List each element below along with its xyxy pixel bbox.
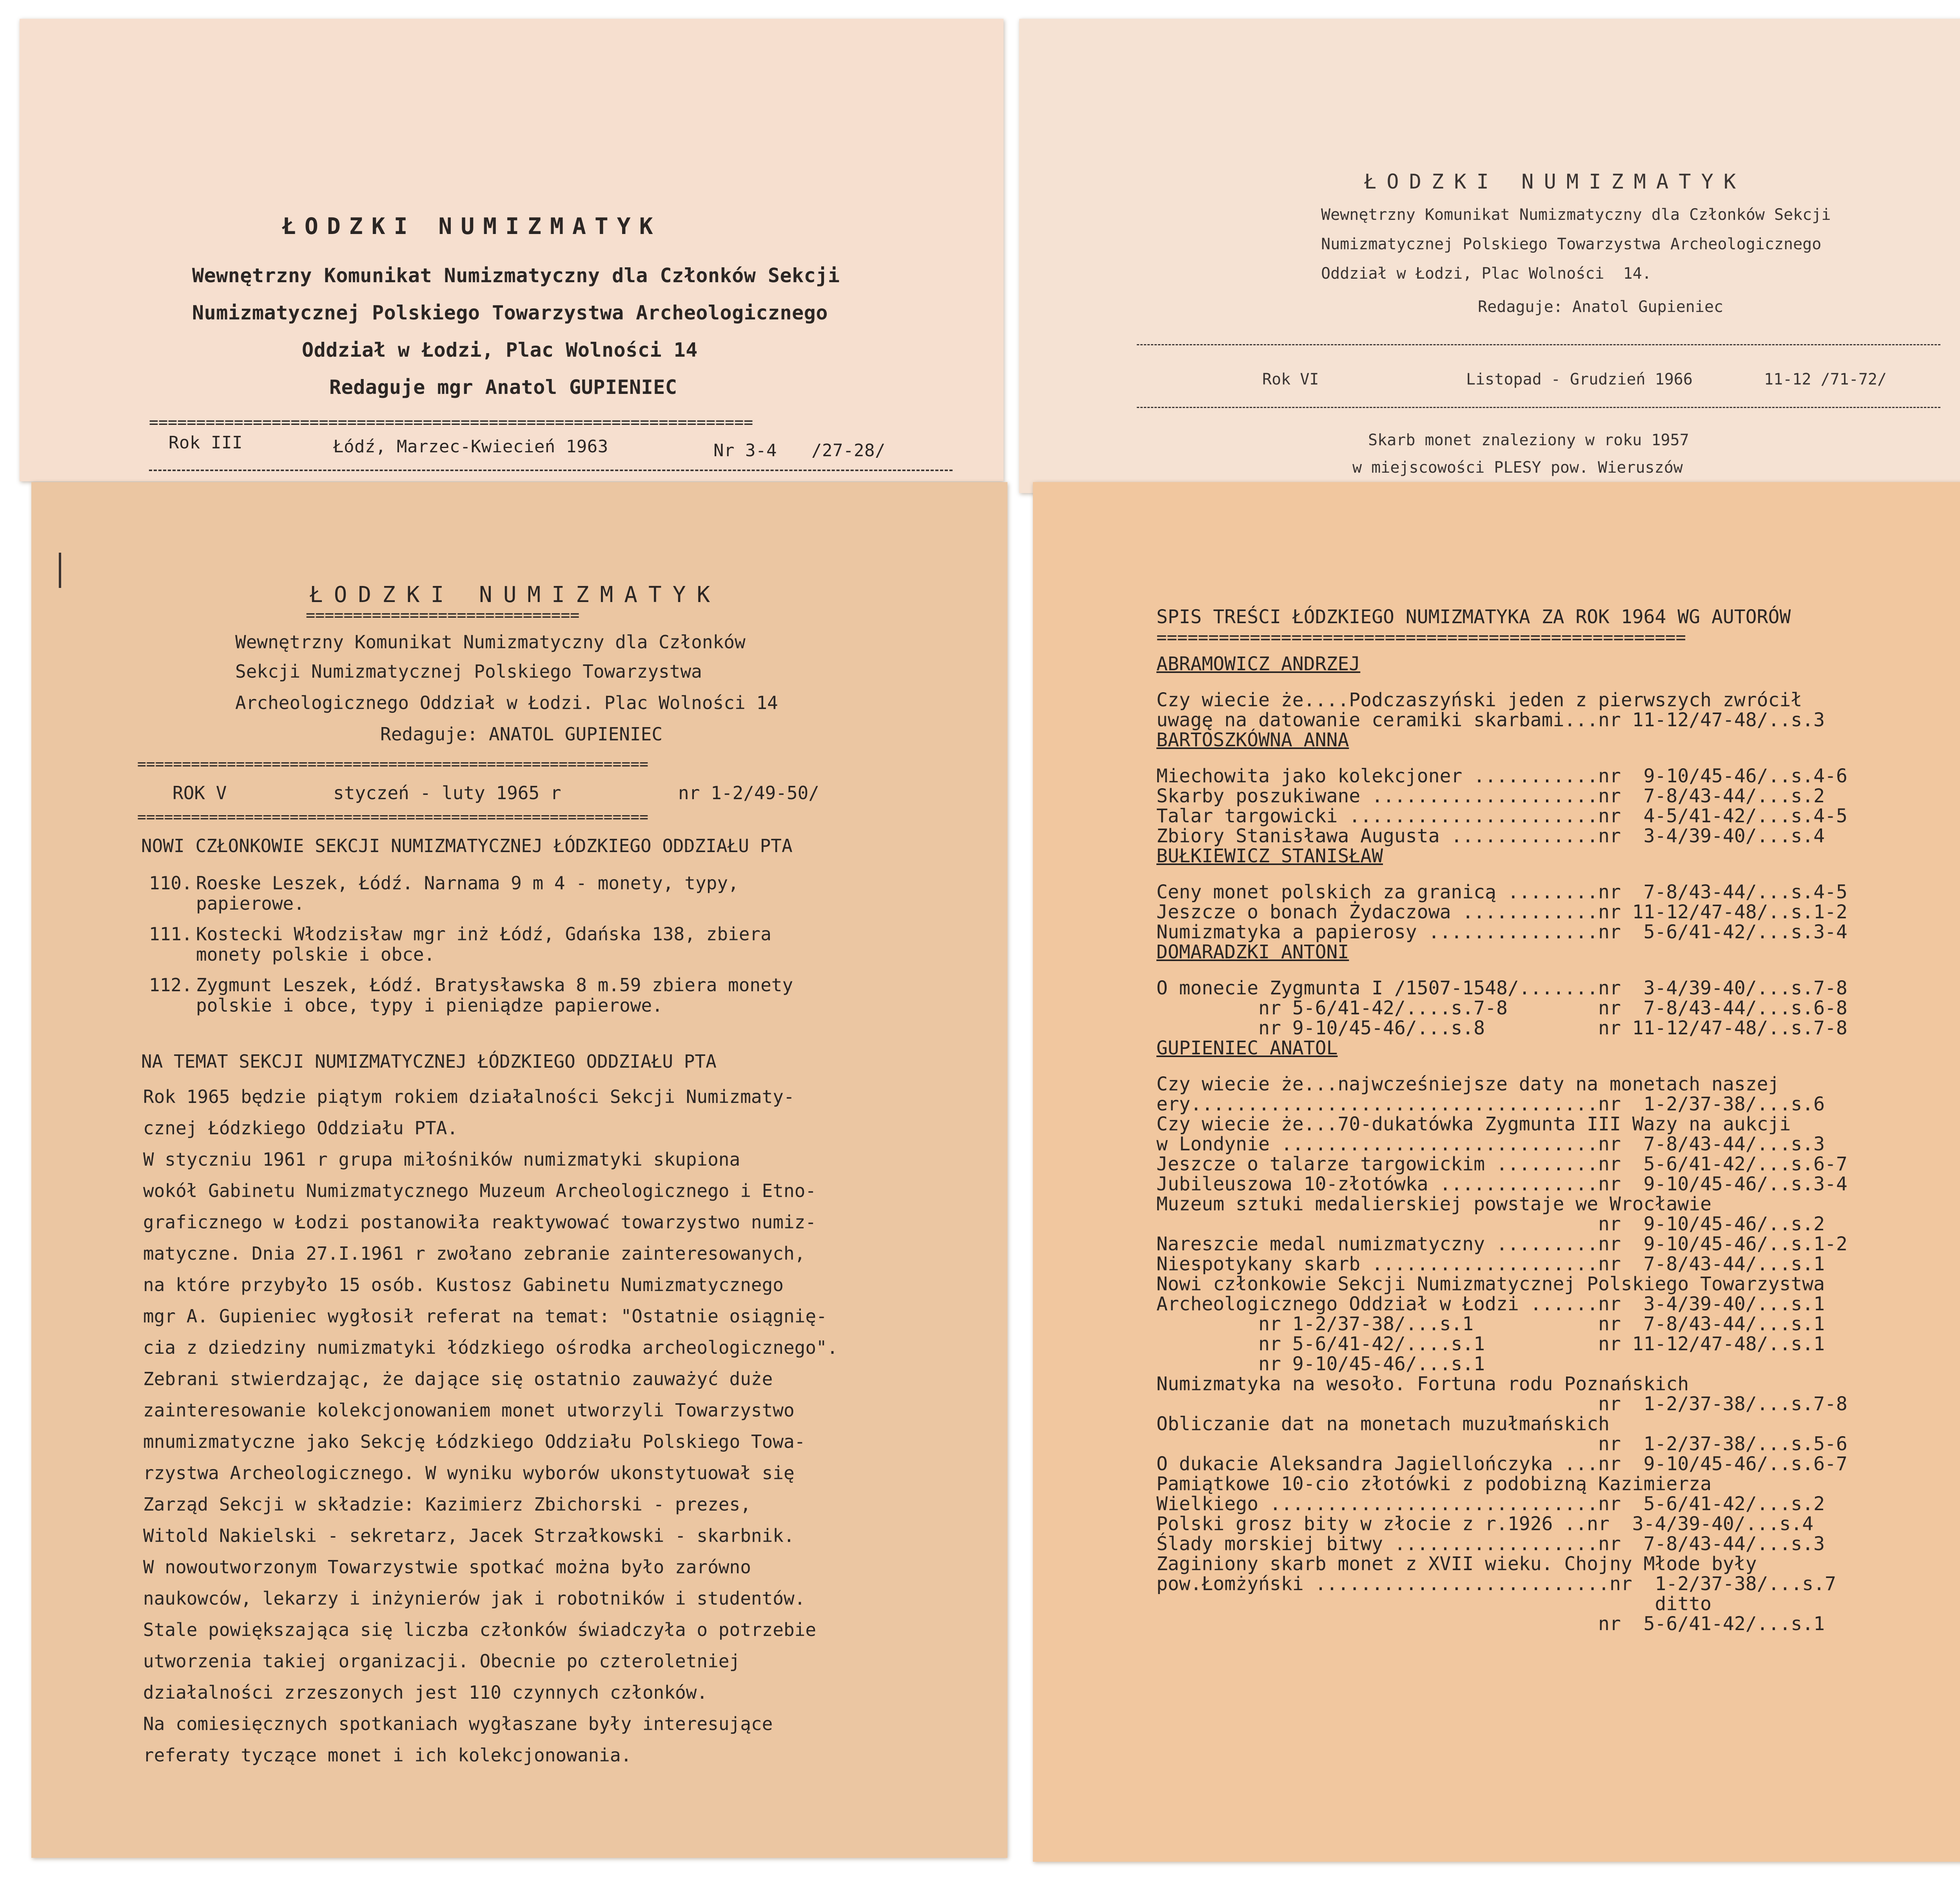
member-number: 111. [149,923,192,945]
body-line: Stale powiększająca się liczba członków świadczyła o potrzebie [143,1619,817,1640]
contents-entry: Ślady morskiej bitwy ..................nr 7-8/43-44/...s.3 [1156,1533,1825,1555]
contents-entry: uwagę na datowanie ceramiki skarbami...nr 11-12/47-48/..s.3 [1156,709,1825,731]
page-2-dashed-rule-bottom [1137,407,1940,408]
contents-entry: Zaginiony skarb monet z XVII wieku. Chojny Młode były [1156,1553,1757,1575]
page-1-date: Łódź, Marzec-Kwiecień 1963 [333,437,608,457]
contents-entry: nr 5-6/41-42/...s.1 [1156,1613,1825,1635]
page-2-year: Rok VI [1262,370,1319,388]
contents-entry: nr 5-6/41-42/....s.1 nr 11-12/47-48/..s.1 [1156,1333,1825,1355]
body-line: Zarząd Sekcji w składzie: Kazimierz Zbichorski - prezes, [143,1494,751,1515]
contents-entry: Czy wiecie że...najwcześniejsze daty na monetach naszej [1156,1073,1780,1095]
contents-entry: w Londynie ............................nr 7-8/43-44/...s.3 [1156,1133,1825,1155]
page-3-year: ROK V [172,782,227,803]
contents-entry: nr 9-10/45-46/...s.1 [1156,1353,1485,1375]
contents-entry: Muzeum sztuki medalierskiej powstaje we Wrocławie [1156,1193,1712,1215]
page-4-sheet [1033,482,1960,1862]
contents-entry: Niespotykany skarb ....................nr 7-8/43-44/...s.1 [1156,1253,1825,1275]
page-1-issue: /27-28/ [811,441,886,461]
page-1-header-line-3: Oddział w Łodzi, Plac Wolności 14 [302,339,698,361]
page-1-rule: ================================================================ [149,414,753,432]
contents-entry: Jeszcze o talarze targowickim .........nr 5-6/41-42/...s.6-7 [1156,1153,1847,1175]
author-heading: BARTOSZKÓWNA ANNA [1156,729,1349,751]
body-line: referaty tyczące monet i ich kolekcjonowania. [143,1745,632,1766]
body-line: rzystwa Archeologicznego. W wyniku wyborów ukonstytuował się [143,1462,795,1484]
author-heading: ABRAMOWICZ ANDRZEJ [1156,653,1361,675]
contents-entry: Skarby poszukiwane ....................nr 7-8/43-44/...s.2 [1156,785,1825,807]
page-2-article-title-1: Skarb monet znaleziony w roku 1957 [1368,431,1689,449]
member-number: 112. [149,974,192,996]
author-heading: DOMARADZKI ANTONI [1156,941,1349,963]
member-line-2: papierowe. [196,893,305,914]
page-2-title: ŁODZKI NUMIZMATYK [1364,170,1746,194]
body-line: W nowoutworzonym Towarzystwie spotkać można było zarówno [143,1556,751,1578]
page-1-header-line-1: Wewnętrzny Komunikat Numizmatyczny dla Członków Sekcji [192,264,840,287]
member-line-2: polskie i obce, typy i pieniądze papierowe. [196,995,663,1016]
member-number: 110. [149,872,192,894]
page-2-article-title-2: w miejscowości PLESY pow. Wieruszów [1352,459,1683,477]
contents-entry: pow.Łomżyński ..........................nr 1-2/37-38/...s.7 [1156,1573,1836,1595]
page-3-sheet [31,482,1007,1858]
page-3-date: styczeń - luty 1965 r [333,782,561,803]
member-line-1: Zygmunt Leszek, Łódź. Bratysławska 8 m.59 zbiera monety [196,974,793,996]
page-1-header-line-2: Numizmatycznej Polskiego Towarzystwa Archeologicznego [192,301,828,324]
body-line: wokół Gabinetu Numizmatycznego Muzeum Archeologicznego i Etno- [143,1180,817,1201]
page-3-section-heading: NA TEMAT SEKCJI NUMIZMATYCZNEJ ŁÓDZKIEGO ODDZIAŁU PTA [141,1051,717,1072]
body-line: Witold Nakielski - sekretarz, Jacek Strzałkowski - skarbnik. [143,1525,795,1546]
page-4-title: SPIS TREŚCI ŁÓDZKIEGO NUMIZMATYKA ZA ROK 1964 WG AUTORÓW [1156,606,1791,628]
page-1-number: Nr 3-4 [713,441,777,461]
page-3-ink-mark [59,553,61,588]
page-2-editor: Redaguje: Anatol Gupieniec [1478,298,1724,316]
page-2-header-line-2: Numizmatycznej Polskiego Towarzystwa Archeologicznego [1321,235,1822,253]
body-line: mgr A. Gupieniec wygłosił referat na temat: "Ostatnie osiągnię- [143,1306,827,1327]
page-3-title: ŁODZKI NUMIZMATYK [310,582,721,608]
contents-entry: O monecie Zygmunta I /1507-1548/.......nr 3-4/39-40/...s.7-8 [1156,977,1847,999]
body-line: na które przybyło 15 osób. Kustosz Gabinetu Numizmatycznego [143,1274,784,1295]
page-3-title-rule: ============================= [306,606,580,624]
contents-entry: Numizmatyka na wesoło. Fortuna rodu Poznańskich [1156,1373,1689,1395]
contents-entry: ery....................................nr 1-2/37-38/...s.6 [1156,1093,1825,1115]
page-2-header-line-1: Wewnętrzny Komunikat Numizmatyczny dla Członków Sekcji [1321,206,1831,224]
page-3-header-line-1: Wewnętrzny Komunikat Numizmatyczny dla Członków [235,631,746,653]
page-3-editor: Redaguje: ANATOL GUPIENIEC [380,724,663,745]
contents-entry: Czy wiecie że....Podczaszyński jeden z pierwszych zwrócił [1156,689,1802,711]
body-line: Rok 1965 będzie piątym rokiem działalności Sekcji Numizmaty- [143,1086,795,1107]
body-line: graficznego w Łodzi postanowiła reaktywować towarzystwo numiz- [143,1212,817,1233]
contents-entry: Wielkiego .............................nr 5-6/41-42/...s.2 [1156,1493,1825,1515]
page-3-issue: nr 1-2/49-50/ [678,782,820,803]
body-line: cznej Łódzkiego Oddziału PTA. [143,1117,458,1139]
member-line-1: Kostecki Włodzisław mgr inż Łódź, Gdańska 138, zbiera [196,923,771,945]
member-line-2: monety polskie i obce. [196,944,435,965]
page-2-sheet [1019,19,1960,493]
contents-entry: Czy wiecie że...70-dukatówka Zygmunta III Wazy na aukcji [1156,1113,1791,1135]
body-line: W styczniu 1961 r grupa miłośników numizmatyki skupiona [143,1149,740,1170]
page-1-year: Rok III [169,433,243,453]
contents-entry: Jubileuszowa 10-złotówka ..............nr 9-10/45-46/..s.3-4 [1156,1173,1847,1195]
contents-entry: Jeszcze o bonach Żydaczowa ............nr 11-12/47-48/..s.1-2 [1156,901,1847,923]
contents-entry: Obliczanie dat na monetach muzułmańskich [1156,1413,1610,1435]
contents-entry: Pamiątkowe 10-cio złotówki z podobizną Kazimierza [1156,1473,1712,1495]
page-2-header-line-3: Oddział w Łodzi, Plac Wolności 14. [1321,265,1651,283]
contents-entry: Numizmatyka a papierosy ...............nr 5-6/41-42/...s.3-4 [1156,921,1847,943]
contents-entry: nr 5-6/41-42/....s.7-8 nr 7-8/43-44/...s.6-8 [1156,997,1847,1019]
body-line: Zebrani stwierdzając, że dające się ostatnio zauważyć duże [143,1368,773,1389]
contents-entry: nr 1-2/37-38/...s.7-8 [1156,1393,1847,1415]
contents-entry: nr 1-2/37-38/...s.1 nr 7-8/43-44/...s.1 [1156,1313,1825,1335]
contents-entry: Ceny monet polskich za granicą ........nr 7-8/43-44/...s.4-5 [1156,881,1847,903]
page-3-header-line-2: Sekcji Numizmatycznej Polskiego Towarzystwa [235,661,702,682]
author-heading: GUPIENIEC ANATOL [1156,1037,1338,1059]
contents-entry: nr 9-10/45-46/...s.8 nr 11-12/47-48/..s.7-8 [1156,1017,1847,1039]
body-line: zainteresowanie kolekcjonowaniem monet utworzyli Towarzystwo [143,1400,795,1421]
page-1-title: ŁODZKI NUMIZMATYK [282,213,662,239]
body-line: naukowców, lekarzy i inżynierów jak i robotników i studentów. [143,1588,806,1609]
body-line: działalności zrzeszonych jest 110 czynnych członków. [143,1682,708,1703]
page-2-dashed-rule-top [1137,344,1940,345]
page-3-members-heading: NOWI CZŁONKOWIE SEKCJI NUMIZMATYCZNEJ ŁÓDZKIEGO ODDZIAŁU PTA [141,835,793,856]
page-3-rule-bottom: ========================================================= [137,808,649,825]
page-3-rule-top: ========================================================= [137,755,649,773]
contents-entry: nr 9-10/45-46/..s.2 [1156,1213,1825,1235]
author-heading: BUŁKIEWICZ STANISŁAW [1156,845,1383,867]
page-2-issue: 11-12 /71-72/ [1764,370,1887,388]
body-line: Na comiesięcznych spotkaniach wygłaszane były interesujące [143,1713,773,1734]
body-line: cia z dziedziny numizmatyki łódzkiego ośrodka archeologicznego". [143,1337,838,1358]
contents-entry: Zbiory Stanisława Augusta .............nr 3-4/39-40/...s.4 [1156,825,1825,847]
body-line: mnumizmatyczne jako Sekcję Łódzkiego Oddziału Polskiego Towa- [143,1431,806,1452]
contents-entry: Nowi członkowie Sekcji Numizmatycznej Polskiego Towarzystwa [1156,1273,1825,1295]
contents-entry: Polski grosz bity w złocie z r.1926 ..nr 3-4/39-40/...s.4 [1156,1513,1814,1535]
page-4-title-rule: =================================================== [1156,628,1686,647]
page-3-header-line-3: Archeologicznego Oddział w Łodzi. Plac Wolności 14 [235,692,778,713]
member-line-1: Roeske Leszek, Łódź. Narnama 9 m 4 - monety, typy, [196,872,739,894]
page-1-sheet [20,19,1004,481]
page-1-dashed-rule [149,470,953,471]
body-line: utworzenia takiej organizacji. Obecnie po czteroletniej [143,1650,740,1672]
contents-entry: Nareszcie medal numizmatyczny .........nr 9-10/45-46/..s.1-2 [1156,1233,1847,1255]
body-line: matyczne. Dnia 27.I.1961 r zwołano zebranie zainteresowanych, [143,1243,806,1264]
contents-entry: Archeologicznego Oddział w Łodzi ......nr 3-4/39-40/...s.1 [1156,1293,1825,1315]
contents-entry: O dukacie Aleksandra Jagiellończyka ...nr 9-10/45-46/..s.6-7 [1156,1453,1847,1475]
contents-entry: Miechowita jako kolekcjoner ...........nr 9-10/45-46/..s.4-6 [1156,765,1847,787]
contents-entry: nr 1-2/37-38/...s.5-6 [1156,1433,1847,1455]
contents-entry: ditto [1156,1593,1712,1615]
contents-entry: Talar targowicki ......................nr 4-5/41-42/...s.4-5 [1156,805,1847,827]
page-2-date: Listopad - Grudzień 1966 [1466,370,1693,388]
page-1-editor: Redaguje mgr Anatol GUPIENIEC [329,376,677,399]
